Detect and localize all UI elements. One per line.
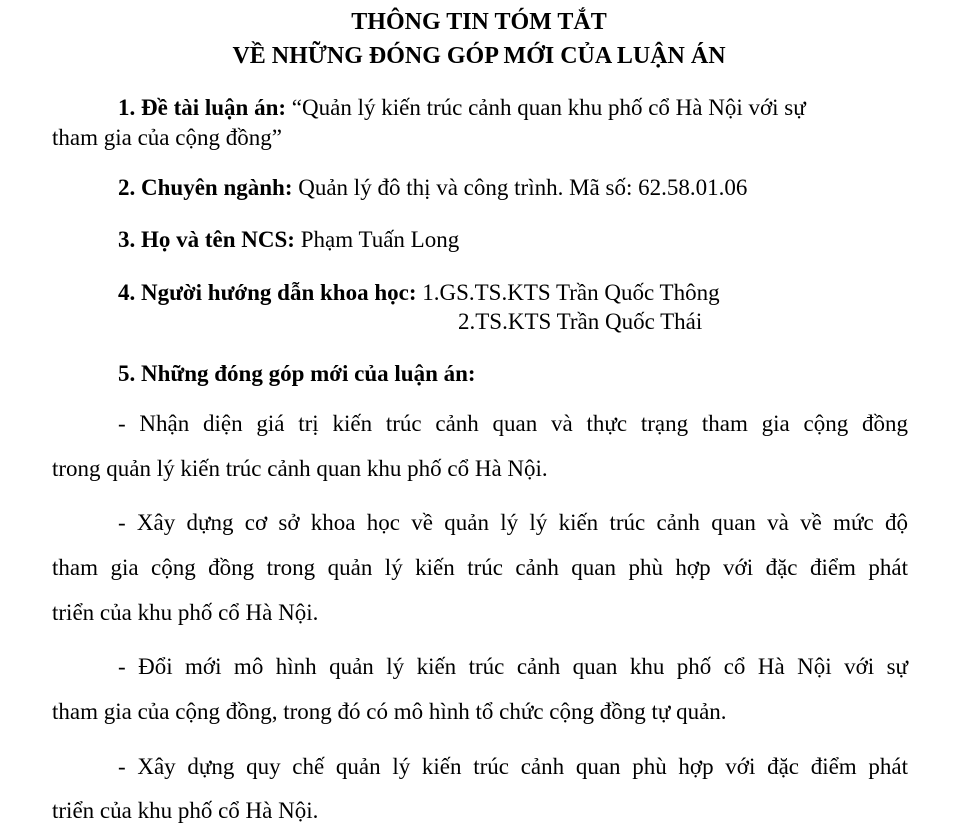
major-item [118, 174, 747, 202]
topic-item [118, 94, 806, 122]
contribution-2-line2: tham gia cộng đồng trong quản lý kiến trúc cảnh quan phù hợp với đặc điểm phát [52, 555, 908, 580]
contribution-2-line1: - Xây dựng cơ sở khoa học về quản lý lý kiến trúc cảnh quan và về mức độ [118, 510, 908, 535]
major-value: Quản lý đô thị và công trình. Mã số: 62.58.01.06 [298, 175, 748, 200]
major-label: 2. Chuyên ngành: [118, 175, 293, 200]
contribution-1-line1: - Nhận diện giá trị kiến trúc cảnh quan và thực trạng tham gia cộng đồng [118, 411, 908, 436]
contribution-1-line2: trong quản lý kiến trúc cảnh quan khu phố cổ Hà Nội. [52, 456, 548, 481]
document-title-line1: THÔNG TIN TÓM TẮT [351, 9, 607, 35]
topic-value-line2: tham gia của cộng đồng” [52, 125, 282, 150]
contribution-4-line1: - Xây dựng quy chế quản lý kiến trúc cảnh quan phù hợp với đặc điểm phát [118, 754, 908, 779]
contribution-2-line3: triển của khu phố cổ Hà Nội. [52, 600, 319, 625]
advisors-label: 4. Người hướng dẫn khoa học: [118, 280, 417, 305]
contributions-heading [118, 360, 476, 388]
researcher-label: 3. Họ và tên NCS: [118, 227, 295, 252]
contribution-3-line1: - Đổi mới mô hình quản lý kiến trúc cảnh quan khu phố cổ Hà Nội với sự [118, 654, 908, 679]
contribution-3-line2: tham gia của cộng đồng, trong đó có mô hình tổ chức cộng đồng tự quản. [52, 699, 727, 724]
researcher-item [118, 226, 459, 254]
topic-label: 1. Đề tài luận án: [118, 95, 287, 120]
document-title-line2: VỀ NHỮNG ĐÓNG GÓP MỚI CỦA LUẬN ÁN [232, 43, 726, 69]
topic-value-line1: “Quản lý kiến trúc cảnh quan khu phố cổ Hà Nội với sự [291, 95, 806, 120]
advisor-1: 1.GS.TS.KTS Trần Quốc Thông [422, 280, 720, 305]
contributions-label: 5. Những đóng góp mới của luận án: [118, 361, 476, 386]
researcher-value: Phạm Tuấn Long [300, 227, 460, 252]
advisors-item [118, 279, 720, 307]
contribution-4-line2: triển của khu phố cổ Hà Nội. [52, 798, 319, 823]
advisor-2: 2.TS.KTS Trần Quốc Thái [458, 309, 703, 334]
